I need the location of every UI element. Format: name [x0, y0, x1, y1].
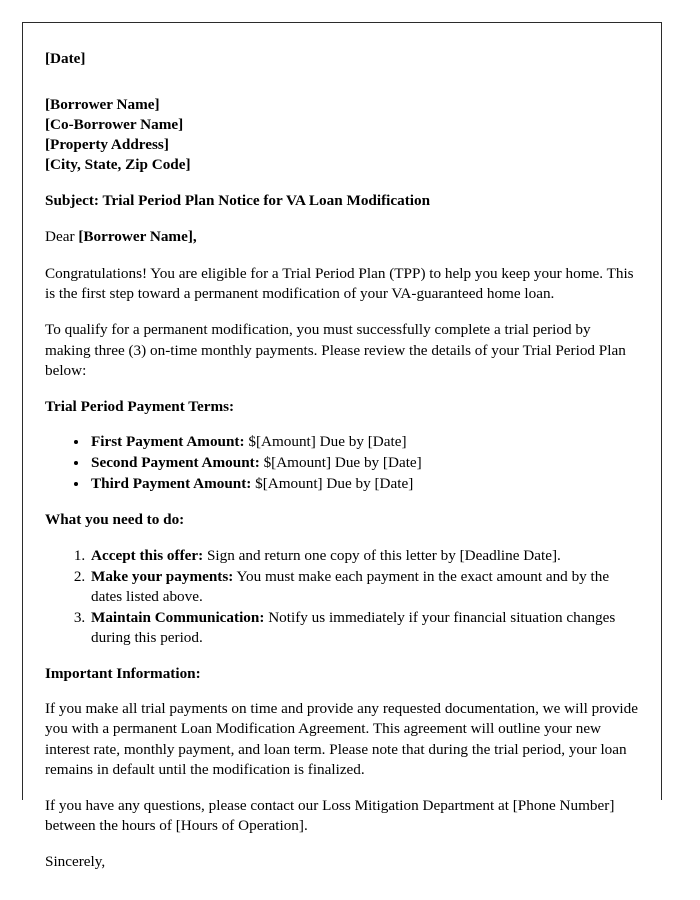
- closing-salutation: Sincerely,: [45, 853, 106, 871]
- payment-item-label: Second Payment Amount:: [91, 454, 260, 472]
- list-item: [89, 546, 639, 566]
- recipient-property-address: [Property Address]: [45, 136, 169, 154]
- list-item: [89, 432, 639, 452]
- subject-line: Subject: Trial Period Plan Notice for VA Loan Modification: [45, 192, 431, 210]
- action-item-value: Notify us immediately if your financial situation changes during this period.: [91, 608, 616, 646]
- salutation: [45, 227, 639, 247]
- paragraph-qualify: To qualify for a permanent modification, you must successfully complete a trial period by making three (3) on-time monthly payments. Please review the details of your Trial Period Plan below:: [45, 321, 626, 379]
- action-items-list: [45, 546, 639, 648]
- payment-terms-heading: Trial Period Payment Terms:: [45, 398, 235, 415]
- important-information-heading: Important Information:: [45, 664, 201, 682]
- letter-body: [23, 23, 661, 873]
- payment-item-label: Third Payment Amount:: [91, 475, 252, 493]
- action-item-value: Sign and return one copy of this letter by [Deadline Date].: [203, 546, 561, 564]
- action-item-label: Make your payments:: [91, 567, 234, 585]
- recipient-city-state-zip: [City, State, Zip Code]: [45, 156, 191, 174]
- recipient-borrower-name: [Borrower Name]: [45, 96, 160, 114]
- recipient-co-borrower-name: [Co-Borrower Name]: [45, 116, 184, 134]
- payment-terms-list: [45, 432, 639, 494]
- paragraph-important-body: If you make all trial payments on time and provide any requested documentation, we will provide you with a permanent Loan Modification Agreement. This agreement will outline your new interest rate, monthly payment, and loan term. Please note that during the trial period, your loan remains in default until the modification is finalized.: [45, 700, 638, 778]
- payment-item-value: $[Amount] Due by [Date]: [251, 475, 414, 493]
- payment-item-value: $[Amount] Due by [Date]: [259, 454, 422, 472]
- closing-block: [45, 852, 639, 872]
- list-item: [89, 453, 639, 473]
- payment-item-value: $[Amount] Due by [Date]: [244, 433, 407, 451]
- payment-item-label: First Payment Amount:: [91, 433, 245, 451]
- list-item: [89, 567, 639, 607]
- list-item: [89, 474, 639, 494]
- paragraph-contact: If you have any questions, please contact our Loss Mitigation Department at [Phone Number] between the hours of [Hours of Operation].: [45, 797, 615, 835]
- date-line: [Date]: [45, 50, 86, 67]
- salutation-prefix: Dear: [45, 227, 79, 245]
- action-item-label: Accept this offer:: [91, 546, 204, 564]
- list-item: [89, 608, 639, 648]
- action-item-label: Maintain Communication:: [91, 608, 265, 626]
- recipient-address-block: [45, 95, 639, 175]
- paragraph-intro: Congratulations! You are eligible for a Trial Period Plan (TPP) to help you keep your home. This is the first step toward a permanent modification of your VA-guaranteed home loan.: [45, 264, 634, 303]
- action-item-value: You must make each payment in the exact amount and by the dates listed above.: [91, 567, 610, 605]
- action-items-heading: What you need to do:: [45, 511, 185, 529]
- salutation-name: [Borrower Name],: [78, 227, 197, 245]
- document-page: [22, 22, 662, 871]
